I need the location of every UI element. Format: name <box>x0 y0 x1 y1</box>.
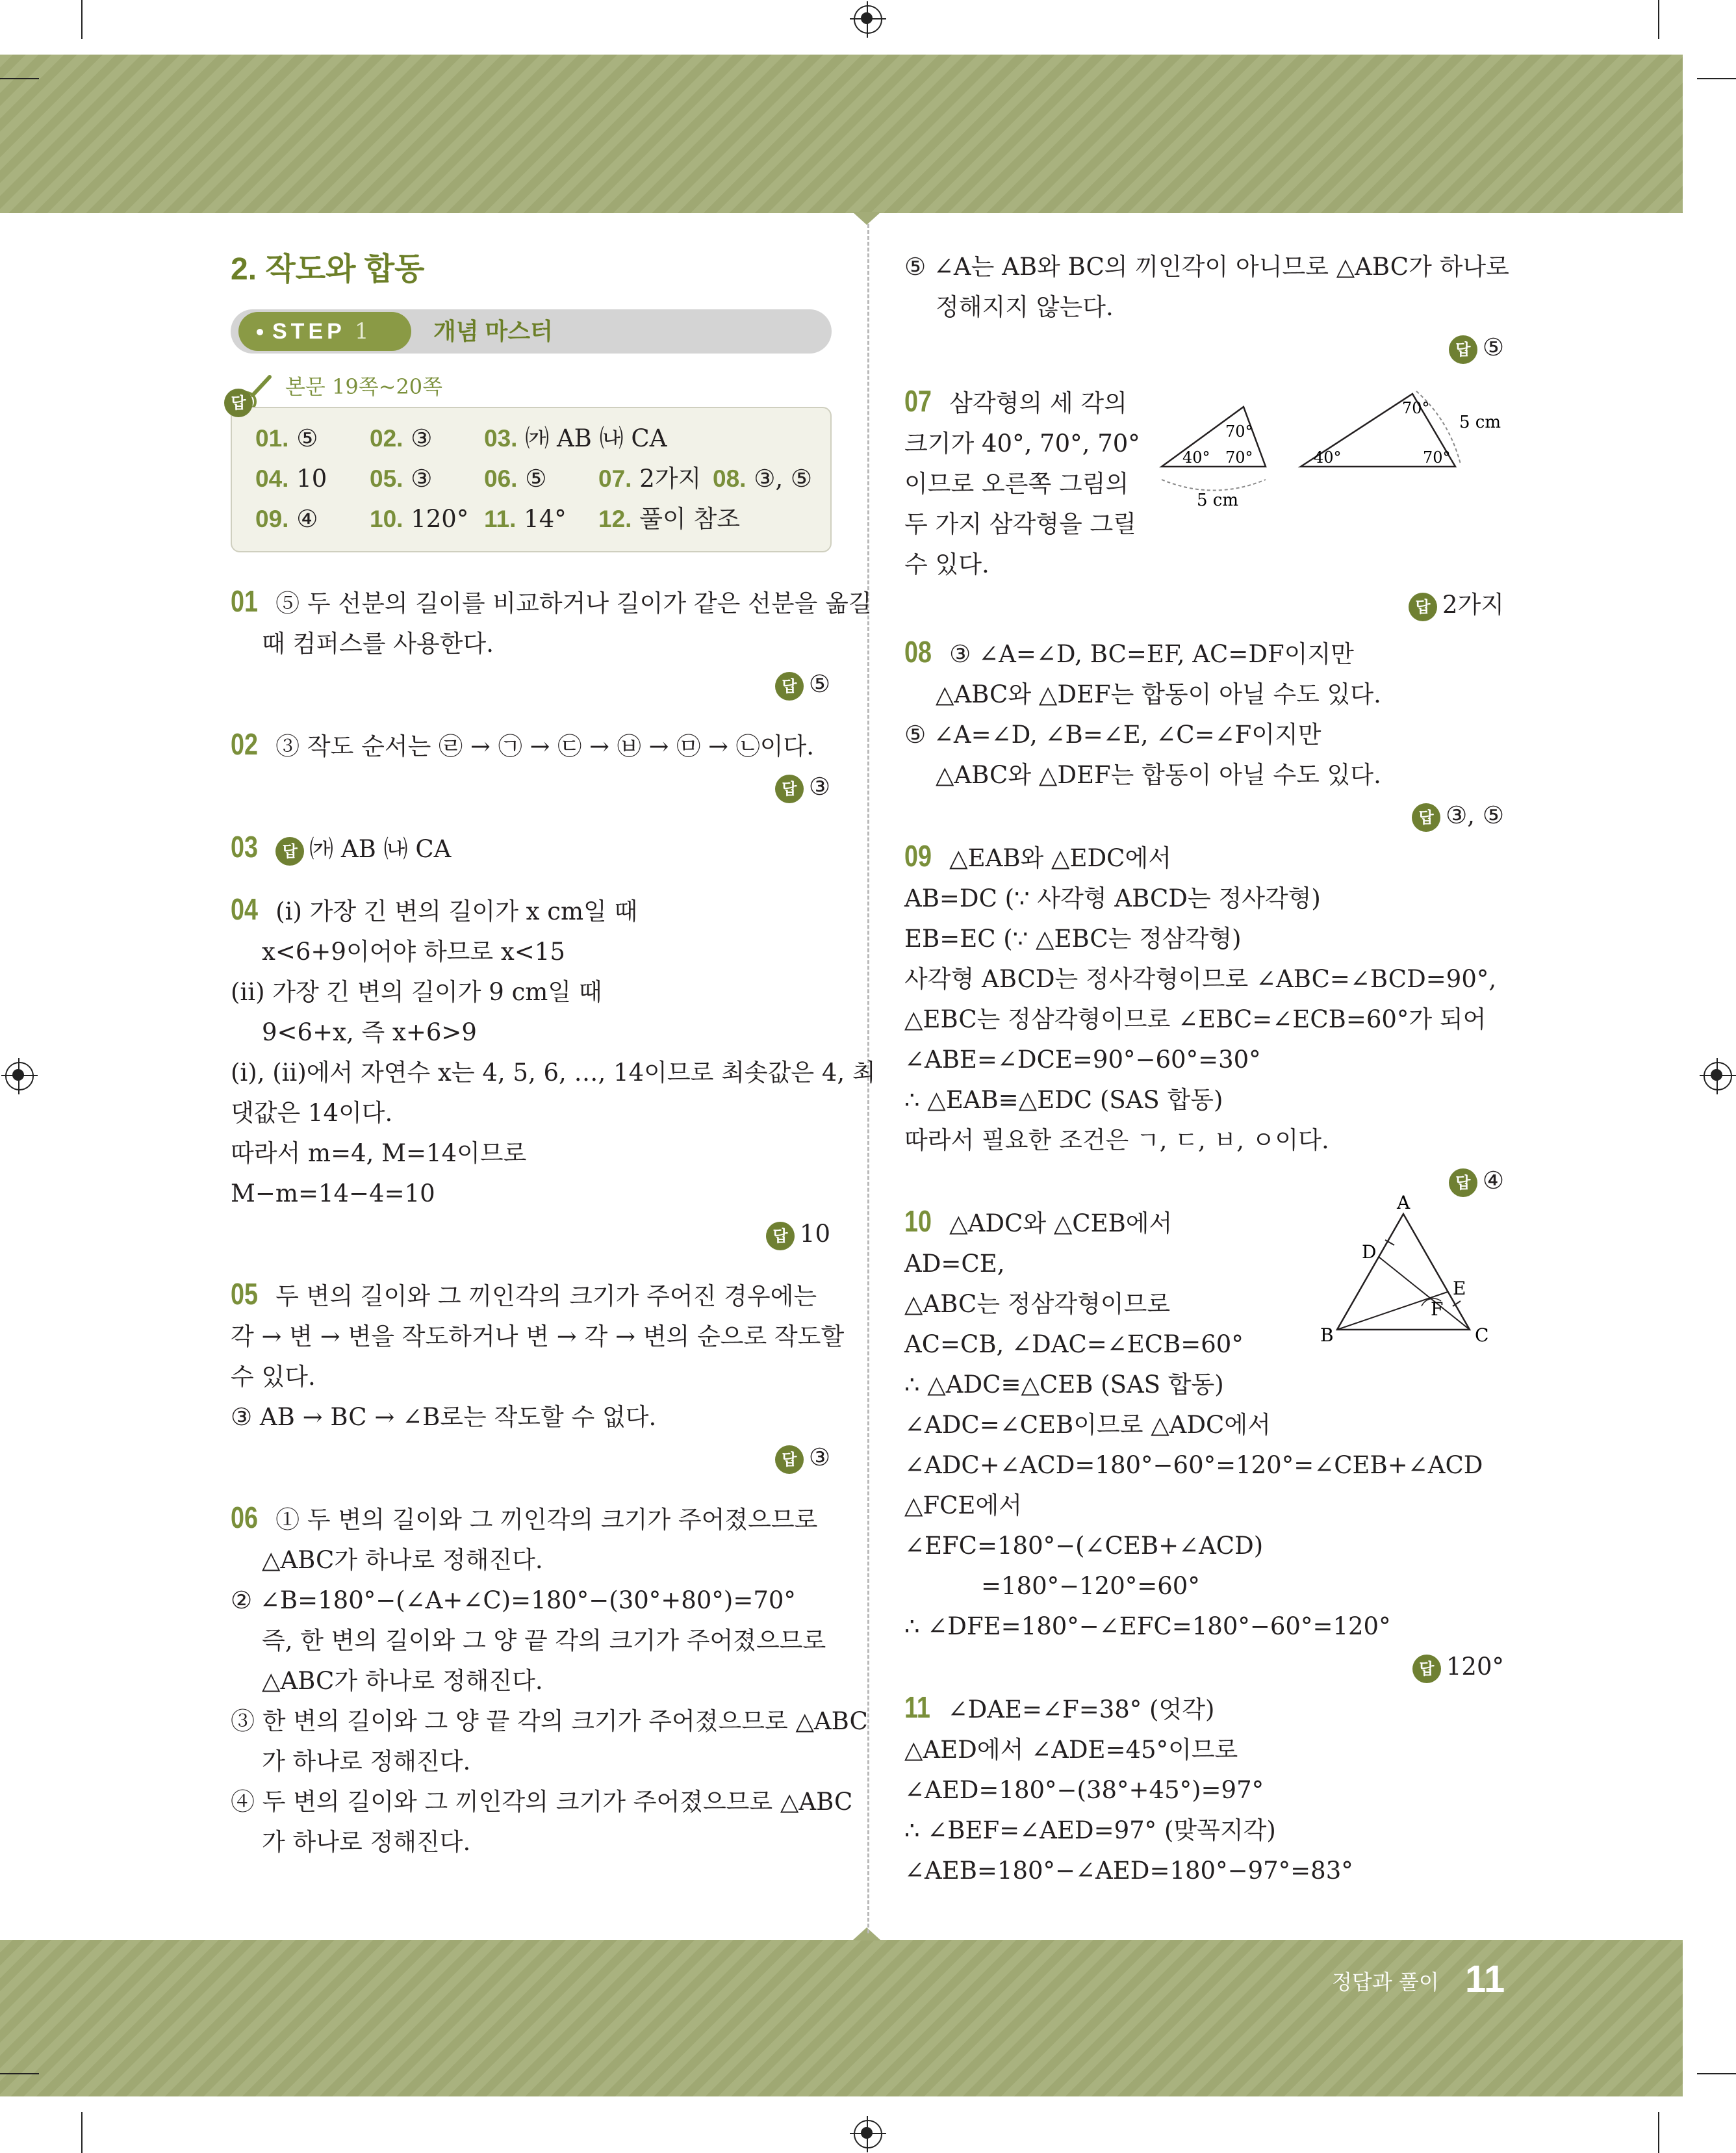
crop-mark <box>1658 0 1659 39</box>
equilateral-triangle-figure <box>1314 1191 1502 1353</box>
solution-line: ∠ADC=∠CEB이므로 △ADC에서 <box>904 1411 1271 1439</box>
answer-value: ⑤ <box>808 670 830 698</box>
summary-num: 10. <box>370 506 403 532</box>
solution-line: EB=EC (∵ △EBC는 정삼각형) <box>904 925 1242 953</box>
solution-line: 두 변의 길이와 그 끼인각의 크기가 주어진 경우에는 <box>275 1282 817 1310</box>
step-pill <box>238 312 411 351</box>
solution-line: ∠AED=180°−(38°+45°)=97° <box>904 1776 1264 1804</box>
answer-value: 120° <box>1446 1653 1504 1681</box>
answer-line <box>231 1437 832 1478</box>
crop-mark <box>81 2112 83 2153</box>
solution-line: 크기가 40°, 70°, 70° <box>904 430 1140 458</box>
solution-line: 때 컴퍼스를 사용한다. <box>262 630 494 658</box>
summary-row <box>255 499 816 539</box>
vertex-label: A <box>1397 1192 1410 1213</box>
vertex-label: C <box>1475 1324 1489 1346</box>
triangle-abc <box>1337 1214 1470 1330</box>
header-band <box>0 55 1683 213</box>
solution-line: 댓값은 14이다. <box>231 1099 393 1127</box>
crop-mark <box>81 0 83 39</box>
solution-04 <box>231 889 876 1254</box>
problem-number: 10 <box>904 1204 932 1238</box>
solution-line: x<6+9이어야 하므로 x<15 <box>262 938 565 966</box>
answer-badge: 답 <box>775 672 804 701</box>
problem-number: 06 <box>231 1501 258 1534</box>
solution-line: ③ 한 변의 길이와 그 양 끝 각의 크기가 주어졌으므로 △ABC <box>231 1707 868 1735</box>
answer-line <box>231 1214 832 1254</box>
solution-line: 정해지지 않는다. <box>936 293 1114 321</box>
summary-answer: 120° <box>411 505 469 533</box>
solution-line: ③ ∠A=∠D, BC=EF, AC=DF이지만 <box>949 640 1354 668</box>
solution-line: △ABC와 △DEF는 합동이 아닐 수도 있다. <box>936 761 1381 789</box>
solution-line: 수 있다. <box>231 1363 316 1391</box>
solution-line: ③ AB → BC → ∠B로는 작도할 수 없다. <box>231 1403 657 1431</box>
solution-line: ① 두 변의 길이와 그 끼인각의 크기가 주어졌으므로 <box>275 1506 818 1534</box>
answer-badge: 답 <box>1412 803 1440 832</box>
solution-line: ⑤ ∠A는 AB와 BC의 끼인각이 아니므로 △ABC가 하나로 <box>904 253 1509 281</box>
answer-badge: 답 <box>766 1222 795 1250</box>
step-label: STEP <box>272 319 346 344</box>
solution-09 <box>904 836 1505 1201</box>
solution-07 <box>904 381 1505 625</box>
right-column <box>904 247 1509 1891</box>
solution-line: (ⅱ) 가장 긴 변의 길이가 9 cm일 때 <box>231 978 602 1006</box>
angle-label: 70° <box>1225 448 1253 467</box>
solution-line: =180°−120°=60° <box>981 1572 1200 1600</box>
summary-num: 05. <box>370 465 403 492</box>
problem-number: 05 <box>231 1277 258 1311</box>
solution-02 <box>231 724 832 807</box>
summary-num: 02. <box>370 425 403 452</box>
solution-line: ∴ ∠BEF=∠AED=97° (맞꼭지각) <box>904 1816 1276 1844</box>
summary-num: 06. <box>484 465 518 492</box>
summary-answer: ⑤ <box>296 424 318 452</box>
solution-line: △ABC가 하나로 정해진다. <box>262 1667 543 1695</box>
solution-line: ∠AEB=180°−∠AED=180°−97°=83° <box>904 1857 1353 1885</box>
solution-11 <box>904 1687 1505 1891</box>
solution-line: 따라서 필요한 조건은 ㄱ, ㄷ, ㅂ, ㅇ이다. <box>904 1126 1329 1154</box>
step-title: 개념 마스터 <box>433 318 553 344</box>
answer-badge: 답 <box>775 1445 804 1474</box>
solution-01 <box>231 581 872 704</box>
summary-num: 08. <box>713 465 747 492</box>
solution-line: ⑤ 두 선분의 길이를 비교하거나 길이가 같은 선분을 옮길 <box>275 589 872 617</box>
answer-badge: 답 <box>1449 335 1477 364</box>
summary-num: 07. <box>598 465 632 492</box>
summary-num: 04. <box>255 465 289 492</box>
summary-num: 03. <box>484 425 518 452</box>
solution-line: 삼각형의 세 각의 <box>949 389 1127 417</box>
solution-line: ④ 두 변의 길이와 그 끼인각의 크기가 주어졌으므로 △ABC <box>231 1788 853 1816</box>
crop-mark <box>1697 78 1736 79</box>
answer-line <box>231 767 832 807</box>
length-label: 5 cm <box>1197 491 1239 510</box>
solution-06 <box>231 1497 868 1863</box>
solution-line: ② ∠B=180°−(∠A+∠C)=180°−(30°+80°)=70° <box>231 1586 796 1614</box>
solution-line: 두 가지 삼각형을 그릴 <box>904 510 1136 538</box>
vertex-label: F <box>1431 1298 1444 1320</box>
problem-number: 03 <box>231 830 258 864</box>
problem-number: 09 <box>904 839 932 873</box>
summary-answer: ④ <box>296 505 318 533</box>
angle-label: 40° <box>1182 448 1210 467</box>
two-triangles-figure <box>1158 381 1509 511</box>
answer-line <box>904 795 1505 836</box>
problem-number: 07 <box>904 384 932 418</box>
summary-answer: ⑤ <box>525 465 547 493</box>
answer-value: 10 <box>799 1220 830 1248</box>
solution-10 <box>904 1192 1505 1687</box>
solution-line: 각 → 변 → 변을 작도하거나 변 → 각 → 변의 순으로 작도할 <box>231 1322 845 1350</box>
solution-line: (ⅰ), (ⅱ)에서 자연수 x는 4, 5, 6, …, 14이므로 최솟값은 4, 최 <box>231 1059 876 1087</box>
solution-line: △FCE에서 <box>904 1491 1022 1519</box>
summary-answer: ③ <box>411 424 433 452</box>
answer-badge: 답 <box>1449 1168 1477 1197</box>
answer-summary-box <box>231 394 832 552</box>
summary-answer: 풀이 참조 <box>639 505 740 533</box>
summary-num: 09. <box>255 506 289 532</box>
solution-line: △ABC와 △DEF는 합동이 아닐 수도 있다. <box>936 680 1381 708</box>
solution-line: 사각형 ABCD는 정사각형이므로 ∠ABC=∠BCD=90°, <box>904 965 1497 993</box>
solution-line: M−m=14−4=10 <box>231 1180 435 1207</box>
summary-row <box>255 459 816 499</box>
answer-value: ③, ⑤ <box>1446 801 1504 829</box>
solution-line: (ⅰ) 가장 긴 변의 길이가 x cm일 때 <box>275 897 638 925</box>
summary-answer: ㈎ AB ㈏ CA <box>525 424 667 452</box>
length-arc <box>1162 480 1266 491</box>
crop-mark <box>1658 2112 1659 2153</box>
answer-badge: 답 <box>1412 1655 1441 1683</box>
vertex-label: D <box>1362 1241 1377 1263</box>
crop-mark <box>0 2073 39 2074</box>
answer-value: 2가지 <box>1442 591 1504 619</box>
solution-line: ∠EFC=180°−(∠CEB+∠ACD) <box>904 1532 1264 1560</box>
answer-line <box>231 664 832 704</box>
summary-num: 12. <box>598 506 632 532</box>
solution-line: AB=DC (∵ 사각형 ABCD는 정사각형) <box>904 884 1321 912</box>
footer-label: 정답과 풀이 <box>1332 1970 1439 1994</box>
solution-line: △AED에서 ∠ADE=45°이므로 <box>904 1736 1238 1764</box>
summary-row <box>255 419 816 459</box>
answer-badge: 답 <box>1409 593 1437 621</box>
answer-value: ③ <box>808 1443 830 1471</box>
section-title: 2. 작도와 합동 <box>231 252 425 287</box>
solution-08 <box>904 632 1505 836</box>
answer-line <box>904 585 1505 625</box>
solution-line: △ABC는 정삼각형이므로 <box>904 1290 1171 1318</box>
registration-mark-icon <box>5 1062 34 1090</box>
solution-line: 수 있다. <box>904 550 989 578</box>
angle-label: 70° <box>1402 399 1430 417</box>
page-range: 본문 19쪽~20쪽 <box>285 374 443 399</box>
summary-num: 11. <box>484 506 517 532</box>
problem-number: 04 <box>231 892 258 926</box>
step-number: 1 <box>354 318 369 344</box>
crop-mark <box>1697 2073 1736 2074</box>
vertex-label: B <box>1320 1324 1334 1346</box>
solution-line: ∴ △ADC≡△CEB (SAS 합동) <box>904 1371 1224 1399</box>
solution-line: ③ 작도 순서는 ㉣ → ㉠ → ㉢ → ㉥ → ㉤ → ㉡이다. <box>275 732 815 760</box>
angle-label: 40° <box>1314 448 1342 467</box>
solution-line: ∴ ∠DFE=180°−∠EFC=180°−60°=120° <box>904 1612 1391 1640</box>
summary-answer: 14° <box>524 505 567 533</box>
registration-mark-icon <box>854 5 882 34</box>
solution-line: ∠ADC+∠ACD=180°−60°=120°=∠CEB+∠ACD <box>904 1451 1483 1479</box>
solution-line: 9<6+x, 즉 x+6>9 <box>262 1018 477 1046</box>
solution-line: ∠DAE=∠F=38° (엇각) <box>947 1695 1215 1723</box>
solution-05 <box>231 1274 845 1478</box>
summary-answer: ③ <box>411 465 433 493</box>
solution-06-continued <box>904 247 1509 368</box>
solution-line: ∴ △EAB≡△EDC (SAS 합동) <box>904 1086 1223 1114</box>
solution-line: 따라서 m=4, M=14이므로 <box>231 1139 527 1167</box>
solution-line: AD=CE, <box>904 1250 1005 1278</box>
summary-num: 01. <box>255 425 289 452</box>
solution-line: 이므로 오른쪽 그림의 <box>904 470 1129 498</box>
solution-line: △ABC가 하나로 정해진다. <box>262 1546 543 1574</box>
solution-line: ∠ABE=∠DCE=90°−60°=30° <box>904 1046 1261 1074</box>
page-reference <box>231 370 832 403</box>
answer-value: ③ <box>808 773 830 801</box>
answer-line <box>904 328 1505 368</box>
solution-line: △ADC와 △CEB에서 <box>949 1209 1173 1237</box>
problem-number: 02 <box>231 727 258 761</box>
answer-badge: 답 <box>775 775 804 803</box>
solution-line: AC=CB, ∠DAC=∠ECB=60° <box>904 1330 1244 1358</box>
crop-mark <box>0 78 39 79</box>
summary-answer: 10 <box>296 465 327 493</box>
problem-number: 08 <box>904 635 932 669</box>
angle-label: 70° <box>1225 422 1253 441</box>
solution-line: 가 하나로 정해진다. <box>262 1747 471 1775</box>
vertex-label: E <box>1453 1278 1466 1299</box>
answer-line <box>904 1647 1505 1687</box>
bullet-icon <box>257 329 263 335</box>
answer-value: ④ <box>1482 1167 1504 1194</box>
summary-answer: ③, ⑤ <box>754 465 813 493</box>
solution-line: 가 하나로 정해진다. <box>262 1828 471 1856</box>
problem-number: 11 <box>904 1690 930 1724</box>
solution-line: △EAB와 △EDC에서 <box>949 844 1171 872</box>
left-column <box>231 247 876 1863</box>
problem-number: 01 <box>231 584 258 618</box>
length-label: 5 cm <box>1459 413 1501 432</box>
answer-badge: 답 <box>224 389 253 417</box>
footer-notch <box>852 1927 881 1940</box>
registration-mark-icon <box>854 2120 882 2148</box>
solution-03 <box>231 827 832 870</box>
header-notch <box>852 212 881 225</box>
registration-mark-icon <box>1704 1062 1732 1090</box>
step-bar <box>231 309 832 354</box>
solution-line: ⑤ ∠A=∠D, ∠B=∠E, ∠C=∠F이지만 <box>904 721 1321 749</box>
solution-line: △EBC는 정삼각형이므로 ∠EBC=∠ECB=60°가 되어 <box>904 1005 1487 1033</box>
page-number: 11 <box>1465 1958 1505 2000</box>
summary-answer: 2가지 <box>639 465 702 493</box>
angle-label: 70° <box>1423 448 1451 467</box>
answer-badge: 답 <box>275 837 304 866</box>
solution-line: ㈎ AB ㈏ CA <box>309 835 452 863</box>
answer-value: ⑤ <box>1482 333 1504 361</box>
solution-line: 즉, 한 변의 길이와 그 양 끝 각의 크기가 주어졌으므로 <box>262 1627 826 1655</box>
